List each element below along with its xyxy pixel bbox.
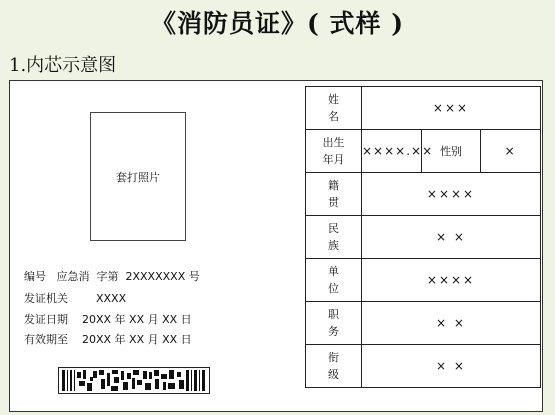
info-line-number: 编号 应急消 字第 2XXXXXXX 号 (24, 270, 200, 283)
field-row-unit (306, 259, 541, 302)
field-value-ethnicity: × × (362, 216, 541, 259)
field-row-position (306, 302, 541, 345)
photo-placeholder (90, 112, 186, 241)
field-label-name: 姓名 (328, 93, 339, 123)
personal-info-table (305, 86, 541, 388)
field-row-ethnicity (306, 216, 541, 259)
field-label-ethnicity: 民族 (328, 222, 339, 252)
photo-label: 套打照片 (116, 170, 160, 184)
field-value-rank: × × (362, 345, 541, 388)
field-value-hometown: ×××× (362, 173, 541, 216)
field-value-name: ××× (362, 87, 541, 130)
id-card-layout (9, 80, 543, 412)
barcode-image (58, 367, 210, 394)
section-subtitle: 1.内芯示意图 (9, 55, 117, 76)
field-row-hometown (306, 173, 541, 216)
field-label-birth: 出生年月 (322, 136, 345, 166)
field-label-hometown: 籍贯 (328, 179, 339, 209)
field-row-birth (306, 130, 541, 173)
info-line-issue-date: 发证日期 20XX 年 XX 月 XX 日 (24, 313, 192, 326)
document-title: 《消防员证》( 式样 ) (150, 9, 405, 38)
field-value-unit: ×××× (362, 259, 541, 302)
field-value-birth: ××××.×× (362, 130, 422, 173)
field-label-gender: 性别 (421, 130, 481, 173)
field-row-rank (306, 345, 541, 388)
field-label-rank: 衔级 (328, 351, 339, 381)
info-line-expiry: 有效期至 20XX 年 XX 月 XX 日 (24, 333, 192, 346)
field-row-name (306, 87, 541, 130)
field-value-position: × × (362, 302, 541, 345)
field-label-unit: 单位 (328, 265, 339, 295)
info-line-issuer: 发证机关 XXXX (24, 292, 127, 305)
field-label-position: 职务 (328, 308, 339, 338)
field-value-gender: × (481, 130, 541, 173)
